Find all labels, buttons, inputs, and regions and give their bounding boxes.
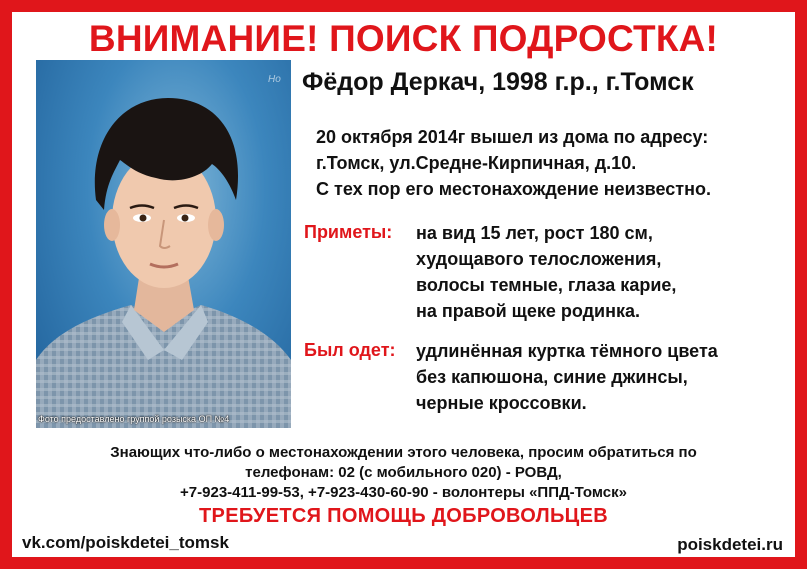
details-line: С тех пор его местонахождение неизвестно.: [316, 179, 711, 199]
clothing-line: без капюшона, синие джинсы,: [416, 367, 688, 387]
site-link[interactable]: poiskdetei.ru: [677, 535, 783, 554]
signs-label: Приметы:: [304, 222, 393, 242]
volunteers-call: ТРЕБУЕТСЯ ПОМОЩЬ ДОБРОВОЛЬЦЕВ: [199, 505, 608, 527]
missing-person-name: Фёдор Деркач, 1998 г.р., г.Томск: [302, 68, 694, 96]
disappearance-details: [316, 124, 711, 202]
clothing-description: [416, 338, 718, 416]
vk-link[interactable]: vk.com/poiskdetei_tomsk: [22, 533, 229, 552]
description-line: на вид 15 лет, рост 180 см,: [416, 223, 653, 243]
description-line: на правой щеке родинка.: [416, 301, 641, 321]
clothing-label: Был одет:: [304, 340, 396, 360]
clothing-line: черные кроссовки.: [416, 393, 587, 413]
poster-headline: ВНИМАНИЕ! ПОИСК ПОДРОСТКА!: [88, 18, 719, 59]
photo-credit: Фото предоставлено группой розыска ОП №4: [38, 414, 230, 424]
physical-description: [416, 220, 676, 324]
description-line: волосы темные, глаза карие,: [416, 275, 677, 295]
missing-person-photo: [36, 60, 291, 428]
contact-line: телефонам: 02 (с мобильного 020) - РОВД,: [245, 464, 562, 481]
contact-line: Знающих что-либо о местонахождении этого человека, просим обратиться по: [110, 444, 697, 461]
description-line: худощавого телосложения,: [416, 249, 662, 269]
contact-phones: +7-923-411-99-53, +7-923-430-60-90 - волонтеры «ППД-Томск»: [180, 484, 627, 501]
clothing-line: удлинённая куртка тёмного цвета: [416, 341, 718, 361]
contact-info: [0, 443, 807, 503]
details-line: г.Томск, ул.Средне-Кирпичная, д.10.: [316, 153, 637, 173]
photo-watermark: Ho: [268, 74, 281, 85]
details-line: 20 октября 2014г вышел из дома по адресу:: [316, 127, 709, 147]
portrait-illustration: [36, 60, 291, 428]
